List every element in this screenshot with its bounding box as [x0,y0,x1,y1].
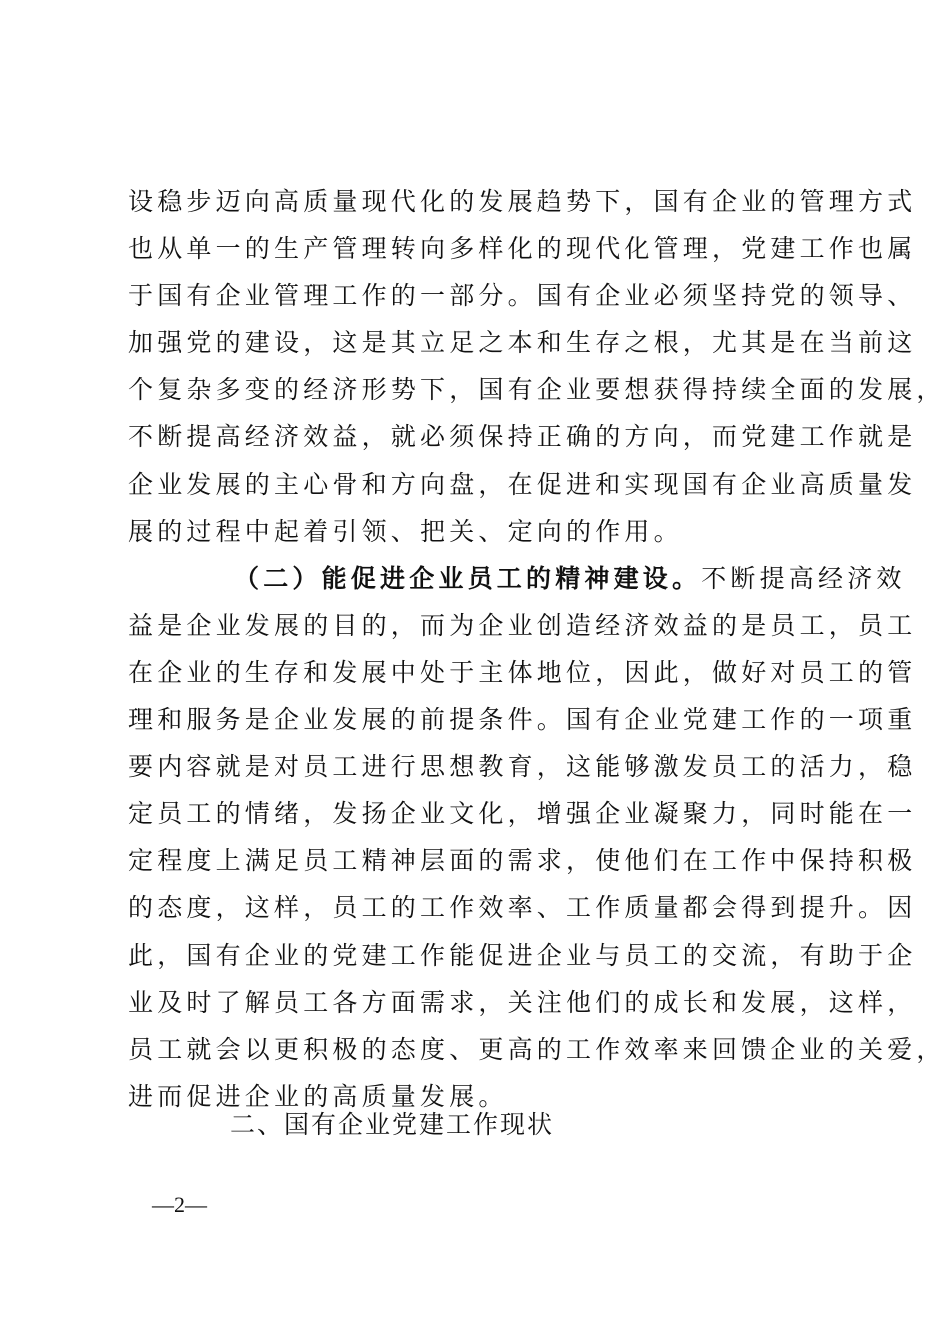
paragraph-line: 益是企业发展的目的，而为企业创造经济效益的是员工，员工 [128,610,917,640]
paragraph-line: 于国有企业管理工作的一部分。国有企业必须坚持党的领导、 [128,281,917,311]
paragraph-line: 要内容就是对员工进行思想教育，这能够激发员工的活力，稳 [128,752,917,782]
paragraph-line: 个复杂多变的经济形势下，国有企业要想获得持续全面的发展， [128,375,946,405]
paragraph-line: 的态度，这样，员工的工作效率、工作质量都会得到提升。因 [128,893,917,923]
paragraph-line: 加强党的建设，这是其立足之本和生存之根，尤其是在当前这 [128,328,917,358]
paragraph-line: 此，国有企业的党建工作能促进企业与员工的交流，有助于企 [128,940,917,970]
paragraph-line: 理和服务是企业发展的前提条件。国有企业党建工作的一项重 [128,705,917,735]
paragraph-line: 业及时了解员工各方面需求，关注他们的成长和发展，这样， [128,987,917,1017]
subsection-title: （二）能促进企业员工的精神建设。 [234,563,702,593]
page-number: —2— [152,1192,207,1217]
paragraph-line: 在企业的生存和发展中处于主体地位，因此，做好对员工的管 [128,657,917,687]
paragraph-line: 定员工的情绪，发扬企业文化，增强企业凝聚力，同时能在一 [128,799,917,829]
body-text [128,178,946,1120]
paragraph-line: 也从单一的生产管理转向多样化的现代化管理，党建工作也属 [128,234,917,264]
paragraph-line: 定程度上满足员工精神层面的需求，使他们在工作中保持积极 [128,846,917,876]
paragraph-line: 不断提高经济效益，就必须保持正确的方向，而党建工作就是 [128,422,917,452]
paragraph-line: 企业发展的主心骨和方向盘，在促进和实现国有企业高质量发 [128,469,917,499]
paragraph-text: 不断提高经济效 [701,563,906,593]
paragraph-line: 展的过程中起着引领、把关、定向的作用。 [128,516,683,546]
section-heading: 二、国有企业党建工作现状 [230,1110,555,1139]
paragraph-line: 进而促进企业的高质量发展。 [128,1081,508,1111]
paragraph-first-line [128,555,906,602]
paragraph-line: 员工就会以更积极的态度、更高的工作效率来回馈企业的关爱， [128,1034,946,1064]
paragraph-line: 设稳步迈向高质量现代化的发展趋势下，国有企业的管理方式 [128,187,917,216]
